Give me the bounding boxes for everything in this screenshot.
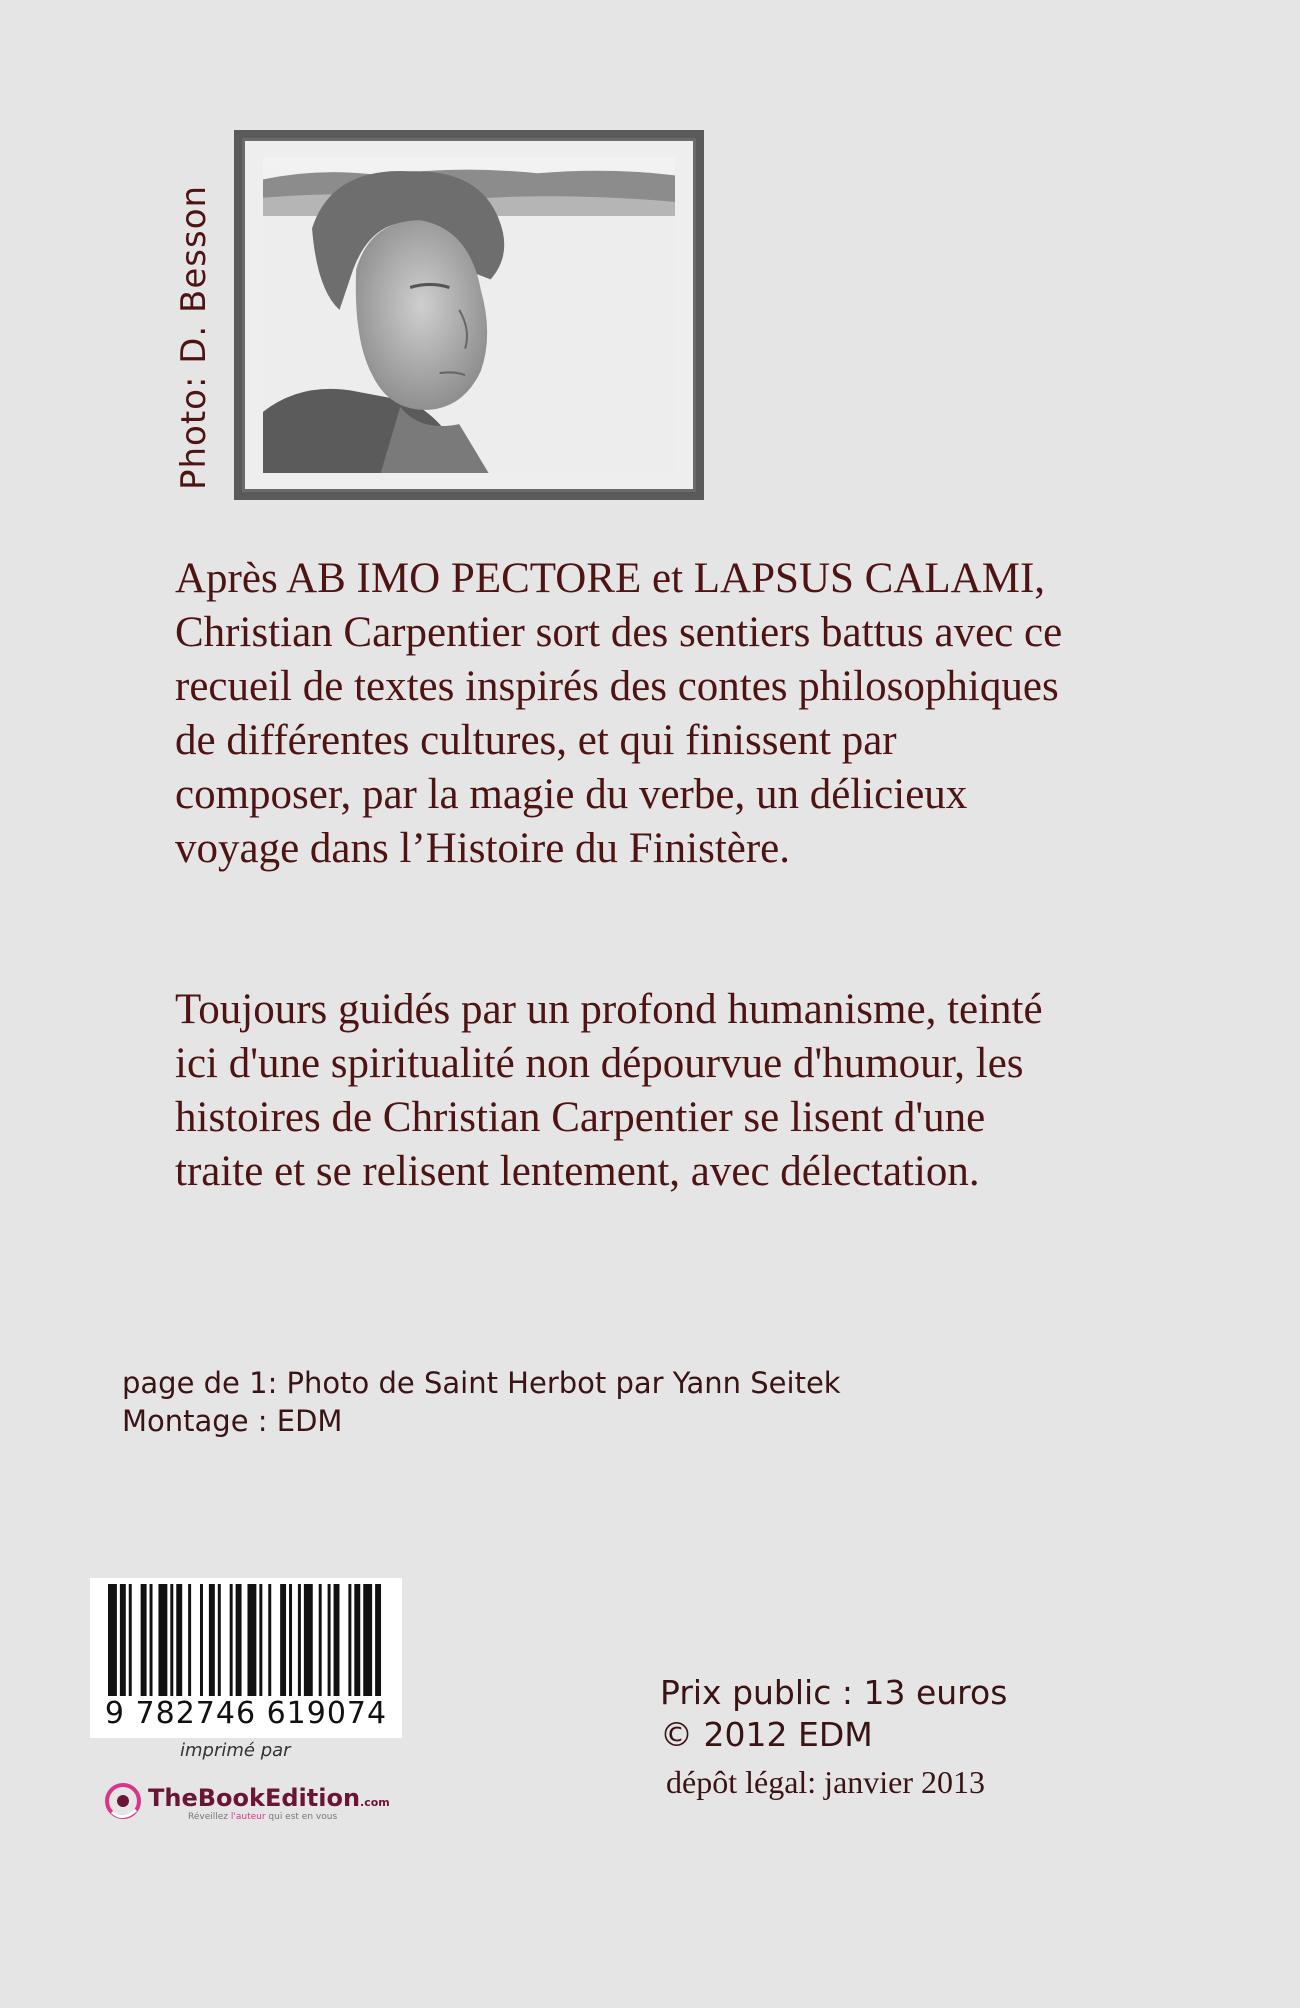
author-portrait <box>263 157 675 473</box>
barcode-bar <box>230 1584 233 1696</box>
barcode-bar <box>120 1584 126 1696</box>
blurb-paragraph-1 <box>175 552 1075 876</box>
barcode-bars <box>108 1584 384 1696</box>
barcode-bar <box>298 1584 301 1696</box>
barcode-bar <box>170 1584 173 1696</box>
barcode-bar <box>236 1584 242 1696</box>
barcode-bar <box>158 1584 167 1696</box>
barcode-bar <box>141 1584 147 1696</box>
barcode-bar <box>259 1584 262 1696</box>
blurb-text-1: Après AB IMO PECTORE et LAPSUS CALAMI, Christian Carpentier sort des sentiers battus avec ce recueil de textes inspirés des contes philosophiques de différentes cultures, et qui finissent par composer, par la magie du verbe, un délicieux voyage dans l’Histoire du Finistère. <box>175 555 1063 872</box>
printer-tagline <box>188 1812 337 1822</box>
barcode-bar <box>334 1584 340 1696</box>
barcode-bar <box>209 1584 215 1696</box>
blurb-text-2: Toujours guidés par un profond humanisme, teinté ici d'une spiritualité non dépourvue d'humour, les histoires de Christian Carpentier se lisent d'une traite et se relisent lentement, avec délectation. <box>175 986 1043 1195</box>
barcode-bar <box>328 1584 331 1696</box>
public-price: Prix public : 13 euros <box>660 1673 1008 1712</box>
printer-domain: .com <box>360 1796 390 1809</box>
barcode-bar <box>363 1584 372 1696</box>
printed-by-label: imprimé par <box>180 1740 291 1761</box>
price-block <box>660 1672 1007 1756</box>
printer-logo-icon <box>104 1782 142 1820</box>
barcode-bar <box>289 1584 292 1696</box>
photo-credit: Photo: D. Besson <box>174 184 214 490</box>
barcode-bar <box>375 1584 381 1696</box>
tagline-highlight: l'auteur <box>230 1812 266 1822</box>
montage-credit: Montage : EDM <box>122 1404 343 1438</box>
barcode-bar <box>200 1584 203 1696</box>
blurb-paragraph-2 <box>175 983 1075 1199</box>
copyright: © 2012 EDM <box>660 1715 873 1754</box>
barcode-bar <box>108 1584 117 1696</box>
barcode-bar <box>129 1584 132 1696</box>
cover-photo-credit: page de 1: Photo de Saint Herbot par Yann Seitek <box>122 1366 841 1400</box>
barcode-bar <box>218 1584 221 1696</box>
printer-name-text: TheBookEdition <box>148 1784 361 1812</box>
thebookedition-logo <box>104 1778 414 1828</box>
tagline-end: qui est en vous <box>265 1812 338 1822</box>
printer-name <box>148 1784 390 1812</box>
barcode-bar <box>348 1584 351 1696</box>
tagline-start: Réveillez <box>188 1812 231 1822</box>
isbn-number: 9 782746 619074 <box>104 1696 388 1731</box>
author-photo-frame <box>234 130 704 500</box>
barcode-bar <box>188 1584 191 1696</box>
barcode-bar <box>150 1584 153 1696</box>
barcode-bar <box>304 1584 313 1696</box>
legal-deposit: dépôt légal: janvier 2013 <box>666 1764 986 1800</box>
barcode-bar <box>176 1584 182 1696</box>
image-credits <box>122 1364 841 1440</box>
isbn-barcode <box>90 1578 402 1738</box>
barcode-bar <box>280 1584 286 1696</box>
barcode-bar <box>319 1584 322 1696</box>
barcode-bar <box>354 1584 360 1696</box>
barcode-bar <box>247 1584 256 1696</box>
barcode-bar <box>268 1584 271 1696</box>
